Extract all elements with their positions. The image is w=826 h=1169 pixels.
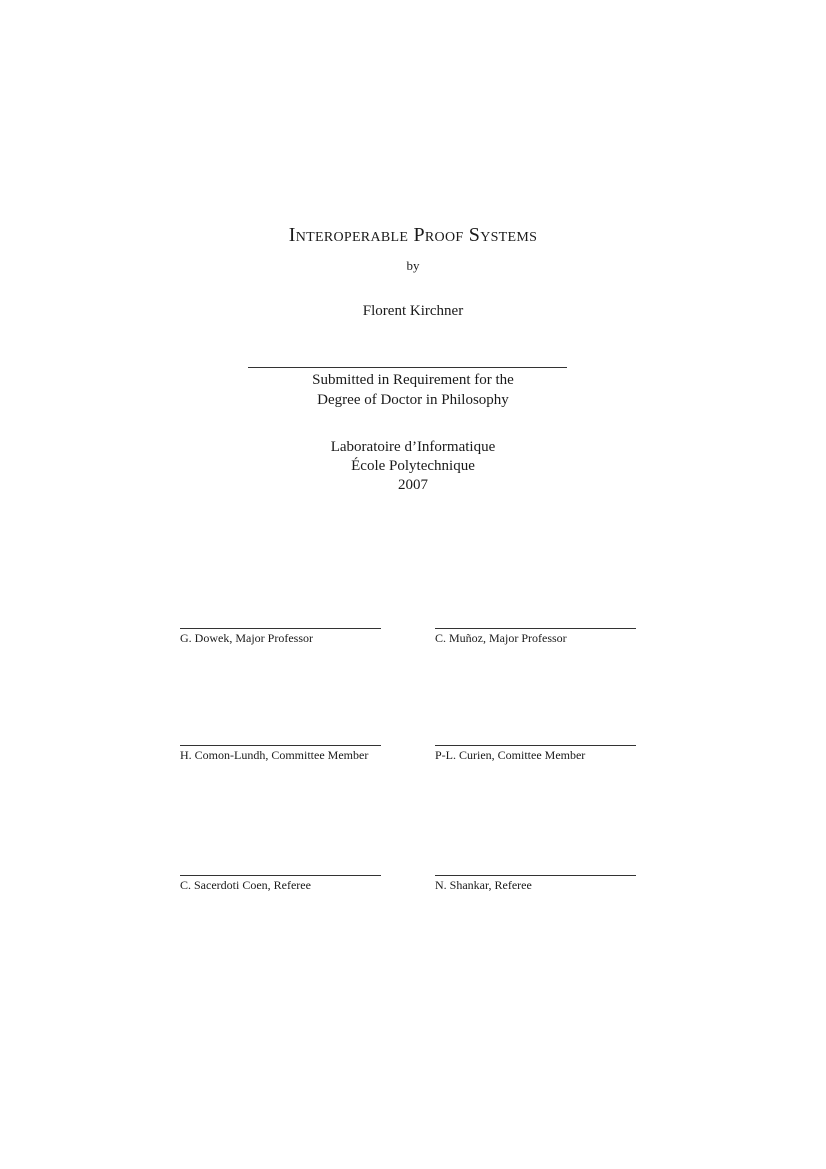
signature-line (180, 745, 381, 746)
signatory-name: C. Muñoz, Major Professor (435, 631, 567, 645)
signature-block (180, 628, 381, 646)
horizontal-rule (248, 367, 567, 368)
signature-block (435, 745, 636, 763)
signature-line (435, 875, 636, 876)
signatory-name: G. Dowek, Major Professor (180, 631, 313, 645)
institution-line-2: École Polytechnique (351, 458, 475, 474)
submission-line-2: Degree of Doctor in Philosophy (317, 392, 509, 408)
institution-line-1: Laboratoire d’Informatique (330, 439, 496, 455)
signature-line (435, 745, 636, 746)
author-name: Florent Kirchner (362, 303, 464, 319)
signature-block (435, 628, 636, 646)
institution-year: 2007 (398, 477, 428, 493)
signature-line (435, 628, 636, 629)
thesis-title: Interoperable Proof Systems (288, 224, 538, 246)
signatory-name: H. Comon-Lundh, Committee Member (180, 748, 369, 762)
signature-block (180, 745, 381, 763)
signature-line (180, 875, 381, 876)
signature-block (180, 875, 381, 893)
signatory-name: C. Sacerdoti Coen, Referee (180, 878, 311, 892)
submission-statement (0, 370, 826, 410)
signature-line (180, 628, 381, 629)
institution-block (0, 438, 826, 495)
signatory-name: N. Shankar, Referee (435, 878, 532, 892)
submission-line-1: Submitted in Requirement for the (312, 372, 514, 388)
by-label: by (406, 258, 420, 273)
signatory-name: P-L. Curien, Comittee Member (435, 748, 586, 762)
signature-block (435, 875, 636, 893)
